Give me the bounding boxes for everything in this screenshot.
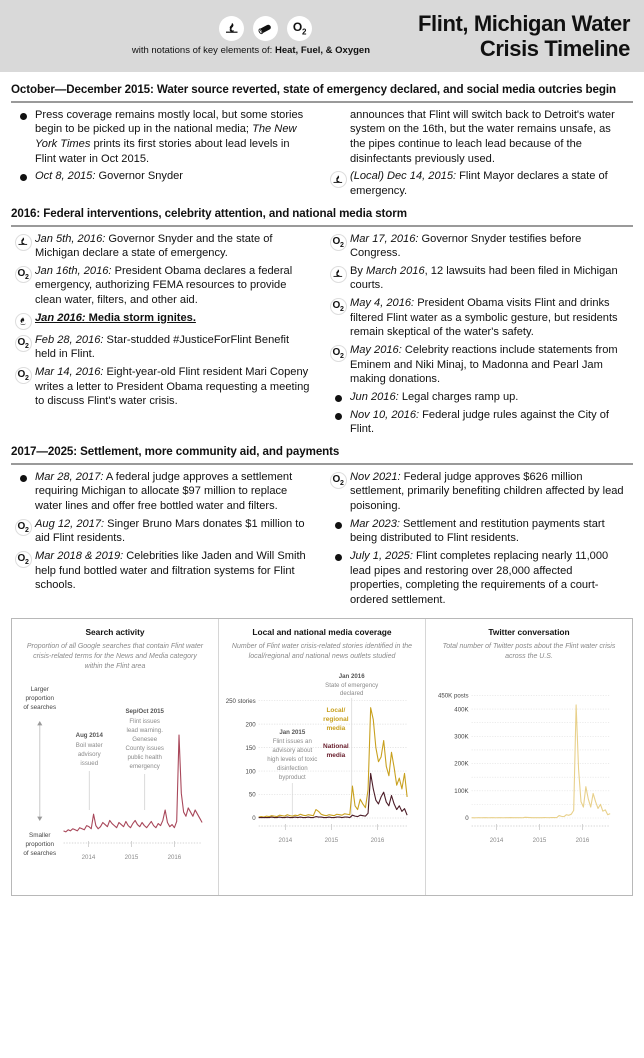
- item-date: Aug 12, 2017:: [35, 517, 105, 530]
- timeline-item-marker: [11, 333, 35, 352]
- timeline-item-text: [350, 296, 627, 340]
- timeline-item-text: [350, 264, 627, 293]
- timeline-item-marker: [11, 232, 35, 251]
- item-date: Mar 2023:: [350, 517, 400, 530]
- svg-text:2015: 2015: [324, 836, 339, 844]
- item-date: May 2016:: [350, 343, 402, 356]
- section-heading: October—December 2015: Water source reverted, state of emergency declared, and social media outcries begin: [11, 80, 633, 103]
- heat-match-icon: [15, 234, 32, 251]
- svg-text:lead warning.: lead warning.: [126, 727, 163, 735]
- timeline-item-text: [350, 549, 627, 608]
- timeline-item: [11, 549, 312, 593]
- timeline-section: [11, 442, 633, 611]
- header-legend: [0, 16, 378, 56]
- timeline-item: [326, 517, 627, 546]
- item-date: Oct 8, 2015:: [35, 170, 96, 183]
- timeline-item: [11, 264, 312, 308]
- chart-title: Twitter conversation: [488, 627, 570, 638]
- chart-panel-2: [218, 619, 425, 895]
- svg-text:proportion: proportion: [25, 841, 55, 849]
- chart-title: Local and national media coverage: [252, 627, 392, 638]
- svg-text:Boil water: Boil water: [75, 742, 103, 750]
- notation-text: [132, 45, 370, 56]
- oxygen-o2-icon: $O_2$: [15, 266, 32, 283]
- timeline-item-text: [350, 232, 627, 261]
- svg-text:Local/: Local/: [326, 706, 346, 714]
- svg-text:2014: 2014: [278, 836, 293, 844]
- svg-text:Flint issues an: Flint issues an: [272, 737, 312, 745]
- svg-text:disinfection: disinfection: [276, 764, 308, 772]
- svg-text:200K: 200K: [454, 760, 469, 768]
- bullet-dot-icon: [335, 413, 342, 420]
- svg-text:150: 150: [245, 744, 256, 752]
- svg-text:of searches: of searches: [23, 850, 57, 858]
- svg-text:Jan 2016: Jan 2016: [338, 672, 365, 680]
- item-date: Mar 17, 2016:: [350, 232, 419, 245]
- section-column-right: [326, 232, 627, 440]
- item-body: Press coverage remains mostly local, but some stories begin to be picked up in the national media;: [35, 108, 304, 136]
- timeline-item-text: [350, 408, 627, 437]
- timeline-item-text: [35, 108, 312, 167]
- svg-text:Flint issues: Flint issues: [129, 718, 161, 726]
- chart-plot: [432, 668, 626, 858]
- item-date: Jan 5th, 2016:: [35, 232, 106, 245]
- section-column-right: [326, 108, 627, 202]
- section-columns: [11, 108, 633, 202]
- svg-text:0: 0: [465, 814, 469, 822]
- oxygen-o2-icon: $O_2$: [15, 519, 32, 536]
- svg-text:County issues: County issues: [125, 745, 164, 753]
- item-body: Governor Snyder and the state of Michigan declare a state of emergency.: [35, 232, 273, 260]
- bullet-dot-icon: [20, 113, 27, 120]
- item-body: Settlement and restitution payments start being distributed to Flint residents.: [350, 517, 605, 545]
- item-date: Jun 2016:: [350, 390, 399, 403]
- bullet-dot-icon: [20, 475, 27, 482]
- chart-subtitle: Total number of Twitter posts about the Flint water crisis across the U.S.: [442, 643, 616, 661]
- item-body: Singer Bruno Mars donates $1 million to aid Flint residents.: [35, 517, 305, 545]
- svg-text:2014: 2014: [489, 836, 504, 844]
- section-columns: [11, 232, 633, 440]
- timeline-item-text: [35, 311, 312, 326]
- item-body: Federal judge rules against the City of Flint.: [350, 408, 610, 436]
- fuel-log-icon: [253, 16, 278, 41]
- timeline-item: [326, 169, 627, 198]
- element-icon-row: [219, 16, 312, 41]
- svg-text:Larger: Larger: [30, 686, 49, 694]
- timeline-item: [326, 343, 627, 387]
- timeline-item-text: [350, 470, 627, 514]
- svg-text:100: 100: [245, 767, 256, 776]
- timeline-item-marker: [11, 108, 35, 120]
- timeline-item-marker: [11, 169, 35, 181]
- oxygen-o2-icon: $O_2$: [287, 16, 312, 41]
- svg-text:2016: 2016: [167, 854, 182, 862]
- item-body: Federal judge approves $626 million settlement, primarily benefiting children affected by lead poisoning.: [350, 470, 624, 512]
- heat-match-icon: [219, 16, 244, 41]
- svg-text:issued: issued: [80, 760, 99, 768]
- item-text-pre: By: [350, 264, 367, 277]
- svg-text:media: media: [326, 751, 346, 759]
- timeline-item-text: [350, 169, 627, 198]
- timeline-item-marker: [326, 264, 350, 283]
- timeline-item-marker: [326, 343, 350, 362]
- item-emphasis: March 2016: [366, 264, 425, 277]
- chart-panel-3: [425, 619, 632, 895]
- timeline-item-text: [35, 264, 312, 308]
- timeline-item: [11, 311, 312, 330]
- item-body-2: prints its first stories about lead levels in Flint water in Oct 2015.: [35, 138, 290, 165]
- timeline-item: [326, 296, 627, 340]
- timeline-section: [11, 80, 633, 202]
- svg-text:2016: 2016: [370, 836, 385, 844]
- timeline-item-marker: [11, 549, 35, 568]
- chart-subtitle: Number of Flint water crisis-related stories identified in the local/regional and national news outlets studied: [231, 643, 413, 661]
- item-body: Star-studded #JusticeForFlint Benefit held in Flint.: [35, 333, 290, 361]
- chart-plot: [18, 677, 212, 867]
- page-title-line1: Flint, Michigan Water: [417, 10, 630, 36]
- item-body: President Obama declares a federal emergency, authorizing FEMA resources to provide clean water, filters, and other aid.: [35, 264, 293, 307]
- svg-text:2016: 2016: [575, 836, 590, 844]
- svg-text:100K: 100K: [454, 787, 469, 795]
- item-date: Nov 2021:: [350, 470, 401, 483]
- item-date: (Local) Dec 14, 2015:: [350, 170, 457, 183]
- section-column-left: [11, 232, 312, 440]
- svg-text:Jan 2015: Jan 2015: [279, 728, 306, 736]
- charts-panel: [11, 618, 633, 896]
- page-header: [0, 0, 644, 72]
- timeline-item-text: [35, 333, 312, 362]
- svg-text:media: media: [326, 724, 346, 732]
- timeline-item-marker: [326, 517, 350, 529]
- timeline-item-text: [350, 390, 627, 405]
- item-date: July 1, 2025:: [350, 549, 413, 562]
- notation-prefix: with notations of key elements of:: [131, 45, 275, 56]
- timeline-item-text: [350, 343, 627, 387]
- timeline-item-marker: [326, 549, 350, 561]
- section-column-left: [11, 108, 312, 202]
- svg-text:of searches: of searches: [23, 704, 57, 712]
- timeline-item-marker: [326, 470, 350, 489]
- oxygen-o2-icon: $O_2$: [330, 298, 347, 315]
- section-columns: [11, 470, 633, 611]
- chart-title: Search activity: [85, 627, 145, 638]
- timeline-item: [11, 333, 312, 362]
- svg-text:2015: 2015: [532, 836, 547, 844]
- svg-text:high levels of toxic: high levels of toxic: [267, 755, 318, 763]
- timeline-item: [11, 365, 312, 409]
- timeline-item-marker: [11, 264, 35, 283]
- item-body: Governor Snyder testifies before Congress.: [350, 232, 582, 260]
- svg-text:regional: regional: [323, 715, 349, 723]
- timeline-item-text: [35, 517, 312, 546]
- bullet-dot-icon: [335, 522, 342, 529]
- timeline-item: [11, 232, 312, 261]
- item-date: May 4, 2016:: [350, 297, 415, 310]
- section-heading: 2017—2025: Settlement, more community aid, and payments: [11, 442, 633, 465]
- svg-text:emergency: emergency: [129, 763, 160, 771]
- item-date: Mar 28, 2017:: [35, 470, 104, 483]
- svg-text:2015: 2015: [124, 854, 139, 862]
- svg-text:National: National: [323, 742, 349, 750]
- oxygen-o2-icon: $O_2$: [15, 551, 32, 568]
- section-column-right: [326, 470, 627, 611]
- timeline-item-marker: [11, 365, 35, 384]
- svg-text:proportion: proportion: [25, 695, 55, 703]
- item-date: Feb 28, 2016:: [35, 333, 104, 346]
- oxygen-o2-icon: $O_2$: [330, 345, 347, 362]
- item-body: A federal judge approves a settlement requiring Michigan to allocate $97 million to replace water lines and offer free bottled water and filters.: [35, 470, 293, 512]
- timeline-item-text: [35, 365, 312, 409]
- timeline-item: [11, 470, 312, 514]
- item-highlight-date: Jan 2016:: [35, 311, 86, 324]
- notation-bold: Heat, Fuel, & Oxygen: [274, 45, 370, 56]
- timeline-item-marker: [326, 296, 350, 315]
- item-body: Celebrities like Jaden and Will Smith help fund bottled water and filtration systems for Flint schools.: [35, 549, 306, 592]
- timeline-item: [326, 108, 627, 167]
- timeline-item-marker: [326, 232, 350, 251]
- svg-text:State of emergency: State of emergency: [325, 681, 379, 689]
- timeline-item-marker: [11, 470, 35, 482]
- timeline-item-marker: [326, 169, 350, 188]
- heat-match-icon: [330, 171, 347, 188]
- item-date: Jan 16th, 2016:: [35, 264, 112, 277]
- svg-text:2014: 2014: [81, 854, 96, 862]
- oxygen-o2-icon: $O_2$: [15, 335, 32, 352]
- timeline-item: [11, 517, 312, 546]
- svg-text:450K posts: 450K posts: [437, 692, 469, 700]
- timeline-item-text: [350, 108, 627, 167]
- timeline-item-marker: [326, 408, 350, 420]
- chart-panel-1: [12, 619, 218, 895]
- item-body: Flint completes replacing nearly 11,000 lead pipes and restoring over 28,000 affected properties, completing the requirements of a court-ordered settlement.: [350, 549, 609, 606]
- page-title: [378, 11, 630, 61]
- bullet-dot-icon: [20, 174, 27, 181]
- item-emphasis: The New York Times: [35, 123, 297, 151]
- svg-text:Aug 2014: Aug 2014: [75, 732, 103, 740]
- timeline-item: [326, 549, 627, 608]
- oxygen-o2-icon: $O_2$: [15, 367, 32, 384]
- timeline-item: [11, 169, 312, 184]
- bullet-dot-icon: [335, 395, 342, 402]
- svg-text:400K: 400K: [454, 705, 469, 714]
- chart-plot: [225, 668, 419, 858]
- timeline-item: [326, 264, 627, 293]
- section-heading: 2016: Federal interventions, celebrity attention, and national media storm: [11, 204, 633, 227]
- svg-text:declared: declared: [339, 689, 364, 697]
- svg-text:public health: public health: [127, 754, 162, 762]
- timeline-item-text: [35, 169, 312, 184]
- timeline-item: [326, 232, 627, 261]
- svg-text:300K: 300K: [454, 733, 469, 741]
- svg-text:200: 200: [245, 721, 256, 729]
- timeline-item-text: [350, 517, 627, 546]
- svg-text:byproduct: byproduct: [278, 773, 306, 781]
- item-highlight-text: Media storm ignites.: [85, 311, 196, 324]
- oxygen-o2-icon: $O_2$: [330, 472, 347, 489]
- timeline-item-marker: [11, 517, 35, 536]
- item-body: Governor Snyder: [95, 170, 183, 183]
- timeline-item-text: [35, 470, 312, 514]
- heat-match-icon: [330, 266, 347, 283]
- timeline-item: [326, 470, 627, 514]
- item-body: Eight-year-old Flint resident Mari Copeny writes a letter to President Obama requesting a meeting to discuss Flint's water crisis.: [35, 365, 310, 408]
- chart-subtitle: Proportion of all Google searches that contain Flint water crisis-related terms for the News and Media category within the Flint area: [26, 643, 204, 670]
- svg-text:250 stories: 250 stories: [225, 697, 256, 705]
- item-body: President Obama visits Flint and drinks filtered Flint water as a symbolic gesture, but residents remain skeptical of the water's safety.: [350, 297, 618, 339]
- page-title-line2: Crisis Timeline: [479, 36, 630, 61]
- timeline-item: [326, 408, 627, 437]
- timeline-sections: [0, 72, 644, 610]
- section-column-left: [11, 470, 312, 611]
- svg-text:Genesee: Genesee: [132, 736, 158, 744]
- timeline-item: [326, 390, 627, 405]
- bullet-dot-icon: [335, 554, 342, 561]
- item-body: , 12 lawsuits had been filed in Michigan courts.: [350, 264, 618, 292]
- fire-blaze-icon: [15, 313, 32, 330]
- item-body: Flint Mayor declares a state of emergency.: [350, 170, 608, 198]
- svg-text:Sep/Oct 2015: Sep/Oct 2015: [125, 708, 164, 716]
- svg-text:advisory about: advisory about: [272, 746, 313, 754]
- item-date: Nov 10, 2016:: [350, 408, 420, 421]
- timeline-item-marker: [11, 311, 35, 330]
- timeline-item-text: [35, 232, 312, 261]
- item-date: Mar 2018 & 2019:: [35, 549, 124, 562]
- svg-text:50: 50: [248, 791, 256, 799]
- item-body: announces that Flint will switch back to Detroit's water system on the 16th, but the water remains unsafe, as the pipes continue to leach lead because of the disinfectants previously used.: [350, 108, 615, 165]
- oxygen-o2-icon: $O_2$: [330, 234, 347, 251]
- item-date: Mar 14, 2016:: [35, 365, 104, 378]
- svg-text:Smaller: Smaller: [29, 832, 51, 840]
- item-body: Celebrity reactions include statements from Eminem and Niki Minaj, to Madonna and Pearl Jam making donations.: [350, 343, 618, 386]
- timeline-section: [11, 204, 633, 440]
- timeline-item-text: [35, 549, 312, 593]
- item-body: Legal charges ramp up.: [398, 390, 519, 403]
- timeline-item-marker: [326, 390, 350, 402]
- svg-text:0: 0: [252, 814, 256, 822]
- timeline-item: [11, 108, 312, 167]
- svg-text:advisory: advisory: [77, 751, 101, 759]
